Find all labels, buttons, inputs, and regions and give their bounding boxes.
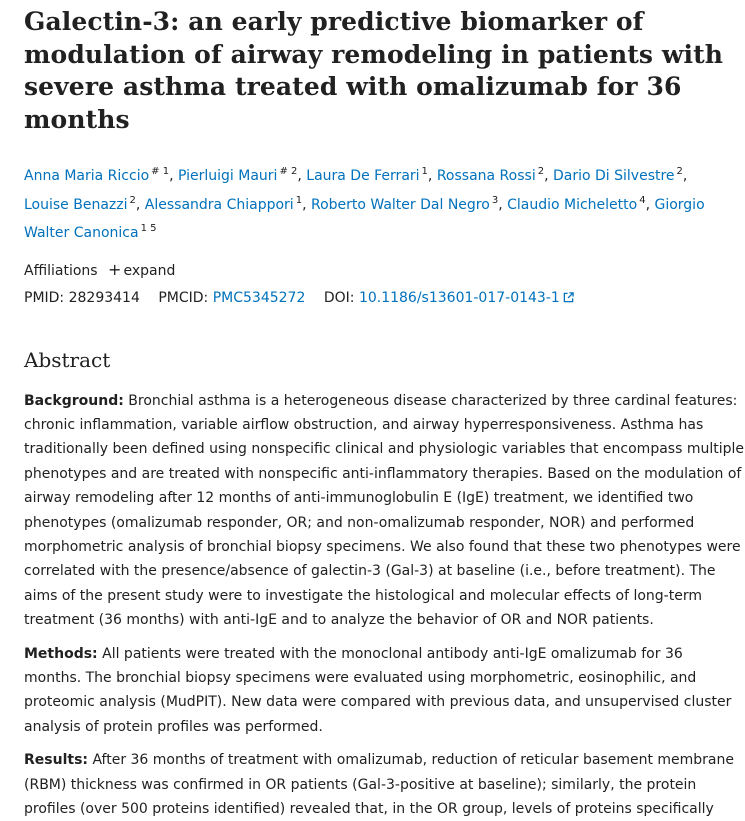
article-title: Galectin-3: an early predictive biomarker of modulation of airway remodeling in patients with severe asthma treated with omalizumab for 36 months — [24, 0, 724, 136]
results-label: Results: — [24, 752, 88, 768]
methods-text: All patients were treated with the monoclonal antibody anti-IgE omalizumab for 36 months. The bronchial biopsy specimens were evaluated using morphometric, eosinophilic, and proteomic analysis (MudPIT). New data were compared with previous data, and unsupervised cluster analysis of protein profiles was performed. — [24, 646, 731, 735]
author-link[interactable]: Rossana Rossi — [437, 168, 536, 184]
author-affiliation-marker[interactable]: 2 — [538, 166, 544, 177]
background-label: Background: — [24, 393, 124, 409]
author-item — [507, 197, 645, 213]
abstract-body — [24, 389, 744, 821]
author-link[interactable]: Anna Maria Riccio — [24, 168, 149, 184]
author-list: Anna Maria Riccio $^{\# 1}$, Pierluigi Mauri $^{\# 2}$, Laura De Ferrari $^1$, Rossana Rossi $^2$, Dario Di Silvestre $^2$, Louise Benazzi $^2$, Alessandra Chiappori $^1$, Roberto Walter Dal Negro $^3$, Claudio Micheletto $^4$, Giorgio Walter Canonica $^{1 5}$ — [24, 160, 736, 246]
author-link[interactable]: Claudio Micheletto — [507, 197, 637, 213]
doi-link[interactable] — [359, 290, 574, 306]
background-text: Bronchial asthma is a heterogeneous disease characterized by three cardinal features: chronic inflammation, variable airflow obstruction, and airway hyperresponsiveness. Asthma has traditionally been defined using nonspecific clinical and physiologic variables that encompass multiple phenotypes and are treated with nonspecific anti-inflammatory therapies. Based on the modulation of airway remodeling after 12 months of anti-immunoglobulin E (IgE) treatment, we identified two phenotypes (omalizumab responder, OR; and non-omalizumab responder, NOR) and performed morphometric analysis of bronchial biopsy specimens. We also found that these two phenotypes were correlated with the presence/absence of galectin-3 (Gal-3) at baseline (i.e., before treatment). The aims of the present study were to investigate the histological and molecular effects of long-term treatment (36 months) with anti-IgE and to analyze the behavior of OR and NOR patients. — [24, 393, 744, 629]
author-affiliation-marker[interactable]: 1 — [422, 166, 428, 177]
results-text: After 36 months of treatment with omalizumab, reduction of reticular basement membrane (RBM) thickness was confirmed in OR patients (Gal-3-positive at baseline); similarly, the protein profiles (over 500 proteins identified) revealed that, in the OR group, levels of proteins specifically — [24, 752, 734, 817]
abstract-methods — [24, 642, 744, 740]
author-affiliation-marker[interactable]: # 1 — [151, 166, 169, 177]
abstract-heading: Abstract — [24, 346, 745, 374]
expand-label: expand — [123, 263, 175, 279]
author-link[interactable]: Dario Di Silvestre — [553, 168, 675, 184]
article-meta — [24, 256, 745, 312]
author-affiliation-marker[interactable]: 2 — [677, 166, 683, 177]
author-item — [24, 197, 136, 213]
author-affiliation-marker[interactable]: 4 — [639, 195, 645, 206]
author-affiliation-marker[interactable]: 3 — [492, 195, 498, 206]
author-item — [553, 168, 683, 184]
pmid-label: PMID: — [24, 290, 64, 306]
author-affiliation-marker[interactable]: 1 — [296, 195, 302, 206]
affiliations-label: Affiliations — [24, 263, 98, 279]
author-item — [437, 168, 544, 184]
affiliations-expand-toggle[interactable] — [102, 263, 175, 279]
author-affiliation-marker[interactable]: 1 5 — [141, 223, 157, 234]
author-link[interactable]: Pierluigi Mauri — [178, 168, 277, 184]
author-item — [145, 197, 302, 213]
author-item — [24, 168, 169, 184]
pmcid-link[interactable]: PMC5345272 — [213, 290, 306, 306]
author-link[interactable]: Giorgio Walter Canonica — [24, 197, 705, 242]
author-affiliation-marker[interactable]: 2 — [130, 195, 136, 206]
abstract-background — [24, 389, 744, 633]
abstract-results — [24, 748, 744, 821]
author-link[interactable]: Laura De Ferrari — [306, 168, 419, 184]
author-item — [178, 168, 297, 184]
author-item — [311, 197, 498, 213]
methods-label: Methods: — [24, 646, 98, 662]
pmcid-label: PMCID: — [158, 290, 208, 306]
pmid-value: 28293414 — [69, 290, 140, 306]
doi-value: 10.1186/s13601-017-0143-1 — [359, 290, 560, 306]
external-link-icon — [563, 292, 574, 303]
author-link[interactable]: Alessandra Chiappori — [145, 197, 294, 213]
plus-icon: + — [108, 260, 121, 279]
identifiers-row — [24, 285, 745, 312]
doi-label: DOI: — [324, 290, 355, 306]
affiliations-row — [24, 256, 745, 285]
author-link[interactable]: Louise Benazzi — [24, 197, 128, 213]
author-item — [306, 168, 428, 184]
author-link[interactable]: Roberto Walter Dal Negro — [311, 197, 490, 213]
author-affiliation-marker[interactable]: # 2 — [279, 166, 297, 177]
